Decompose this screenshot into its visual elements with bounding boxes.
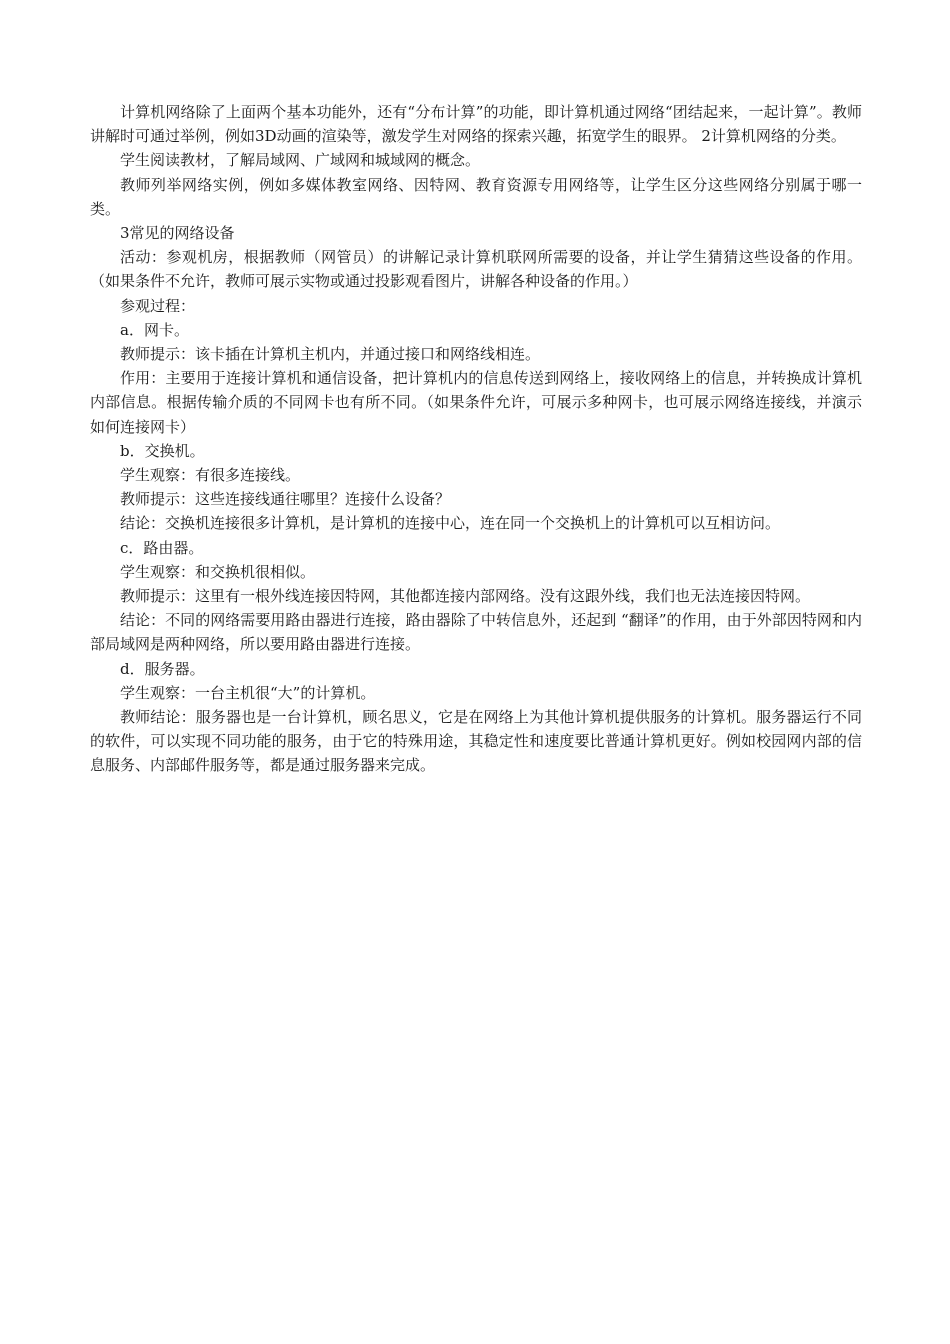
paragraph-visit-process: 参观过程： — [120, 296, 196, 315]
item-network-card: a．网卡。 — [120, 320, 189, 339]
document-page — [90, 100, 862, 778]
paragraph-network-card-hint: 教师提示：该卡插在计算机主机内，并通过接口和网络线相连。 — [120, 345, 541, 364]
paragraph-switch-conclusion: 结论：交换机连接很多计算机，是计算机的连接中心，连在同一个交换机上的计算机可以互相访问。 — [120, 514, 781, 533]
paragraph-server-conclusion: 教师结论：服务器也是一台计算机，顾名思义，它是在网络上为其他计算机提供服务的计算机。服务器运行不同的软件，可以实现不同功能的服务，由于它的特殊用途，其稳定性和速度要比普通计算机更好。例如校园网内部的信息服务、内部邮件服务等，都是通过服务器来完成。 — [90, 708, 862, 775]
paragraph-distributed-computing: 计算机网络除了上面两个基本功能外，还有“分布计算”的功能，即计算机通过网络“团结起来，一起计算”。教师讲解时可通过举例，例如3D动画的渲染等，激发学生对网络的探索兴趣，拓宽学生的眼界。 2计算机网络的分类。 — [90, 103, 862, 146]
item-server: d．服务器。 — [120, 659, 205, 678]
paragraph-router-hint: 教师提示：这里有一根外线连接因特网，其他都连接内部网络。没有这跟外线，我们也无法连接因特网。 — [120, 587, 811, 606]
paragraph-student-reading: 学生阅读教材，了解局域网、广域网和城域网的概念。 — [120, 151, 481, 170]
paragraph-router-conclusion: 结论：不同的网络需要用路由器进行连接，路由器除了中转信息外，还起到 “翻译”的作用，由于外部因特网和内部局域网是两种网络，所以要用路由器进行连接。 — [90, 611, 862, 654]
paragraph-network-examples: 教师列举网络实例，例如多媒体教室网络、因特网、教育资源专用网络等，让学生区分这些网络分别属于哪一类。 — [90, 175, 862, 218]
paragraph-switch-observation: 学生观察：有很多连接线。 — [120, 466, 301, 485]
item-router: c．路由器。 — [120, 538, 204, 557]
section-heading-network-devices: 3常见的网络设备 — [120, 224, 235, 243]
paragraph-switch-hint: 教师提示：这些连接线通往哪里？连接什么设备？ — [120, 490, 451, 509]
paragraph-server-observation: 学生观察：一台主机很“大”的计算机。 — [120, 683, 376, 702]
paragraph-network-card-function: 作用：主要用于连接计算机和通信设备，把计算机内的信息传送到网络上，接收网络上的信息，并转换成计算机内部信息。根据传输介质的不同网卡也有所不同。（如果条件允许，可展示多种网卡，也可展示网络连接线，并演示如何连接网卡） — [90, 369, 862, 436]
paragraph-activity: 活动：参观机房，根据教师（网管员）的讲解记录计算机联网所需要的设备，并让学生猜猜这些设备的作用。（如果条件不允许，教师可展示实物或通过投影观看图片，讲解各种设备的作用。） — [90, 248, 862, 291]
item-switch: b．交换机。 — [120, 441, 205, 460]
paragraph-router-observation: 学生观察：和交换机很相似。 — [120, 562, 316, 581]
